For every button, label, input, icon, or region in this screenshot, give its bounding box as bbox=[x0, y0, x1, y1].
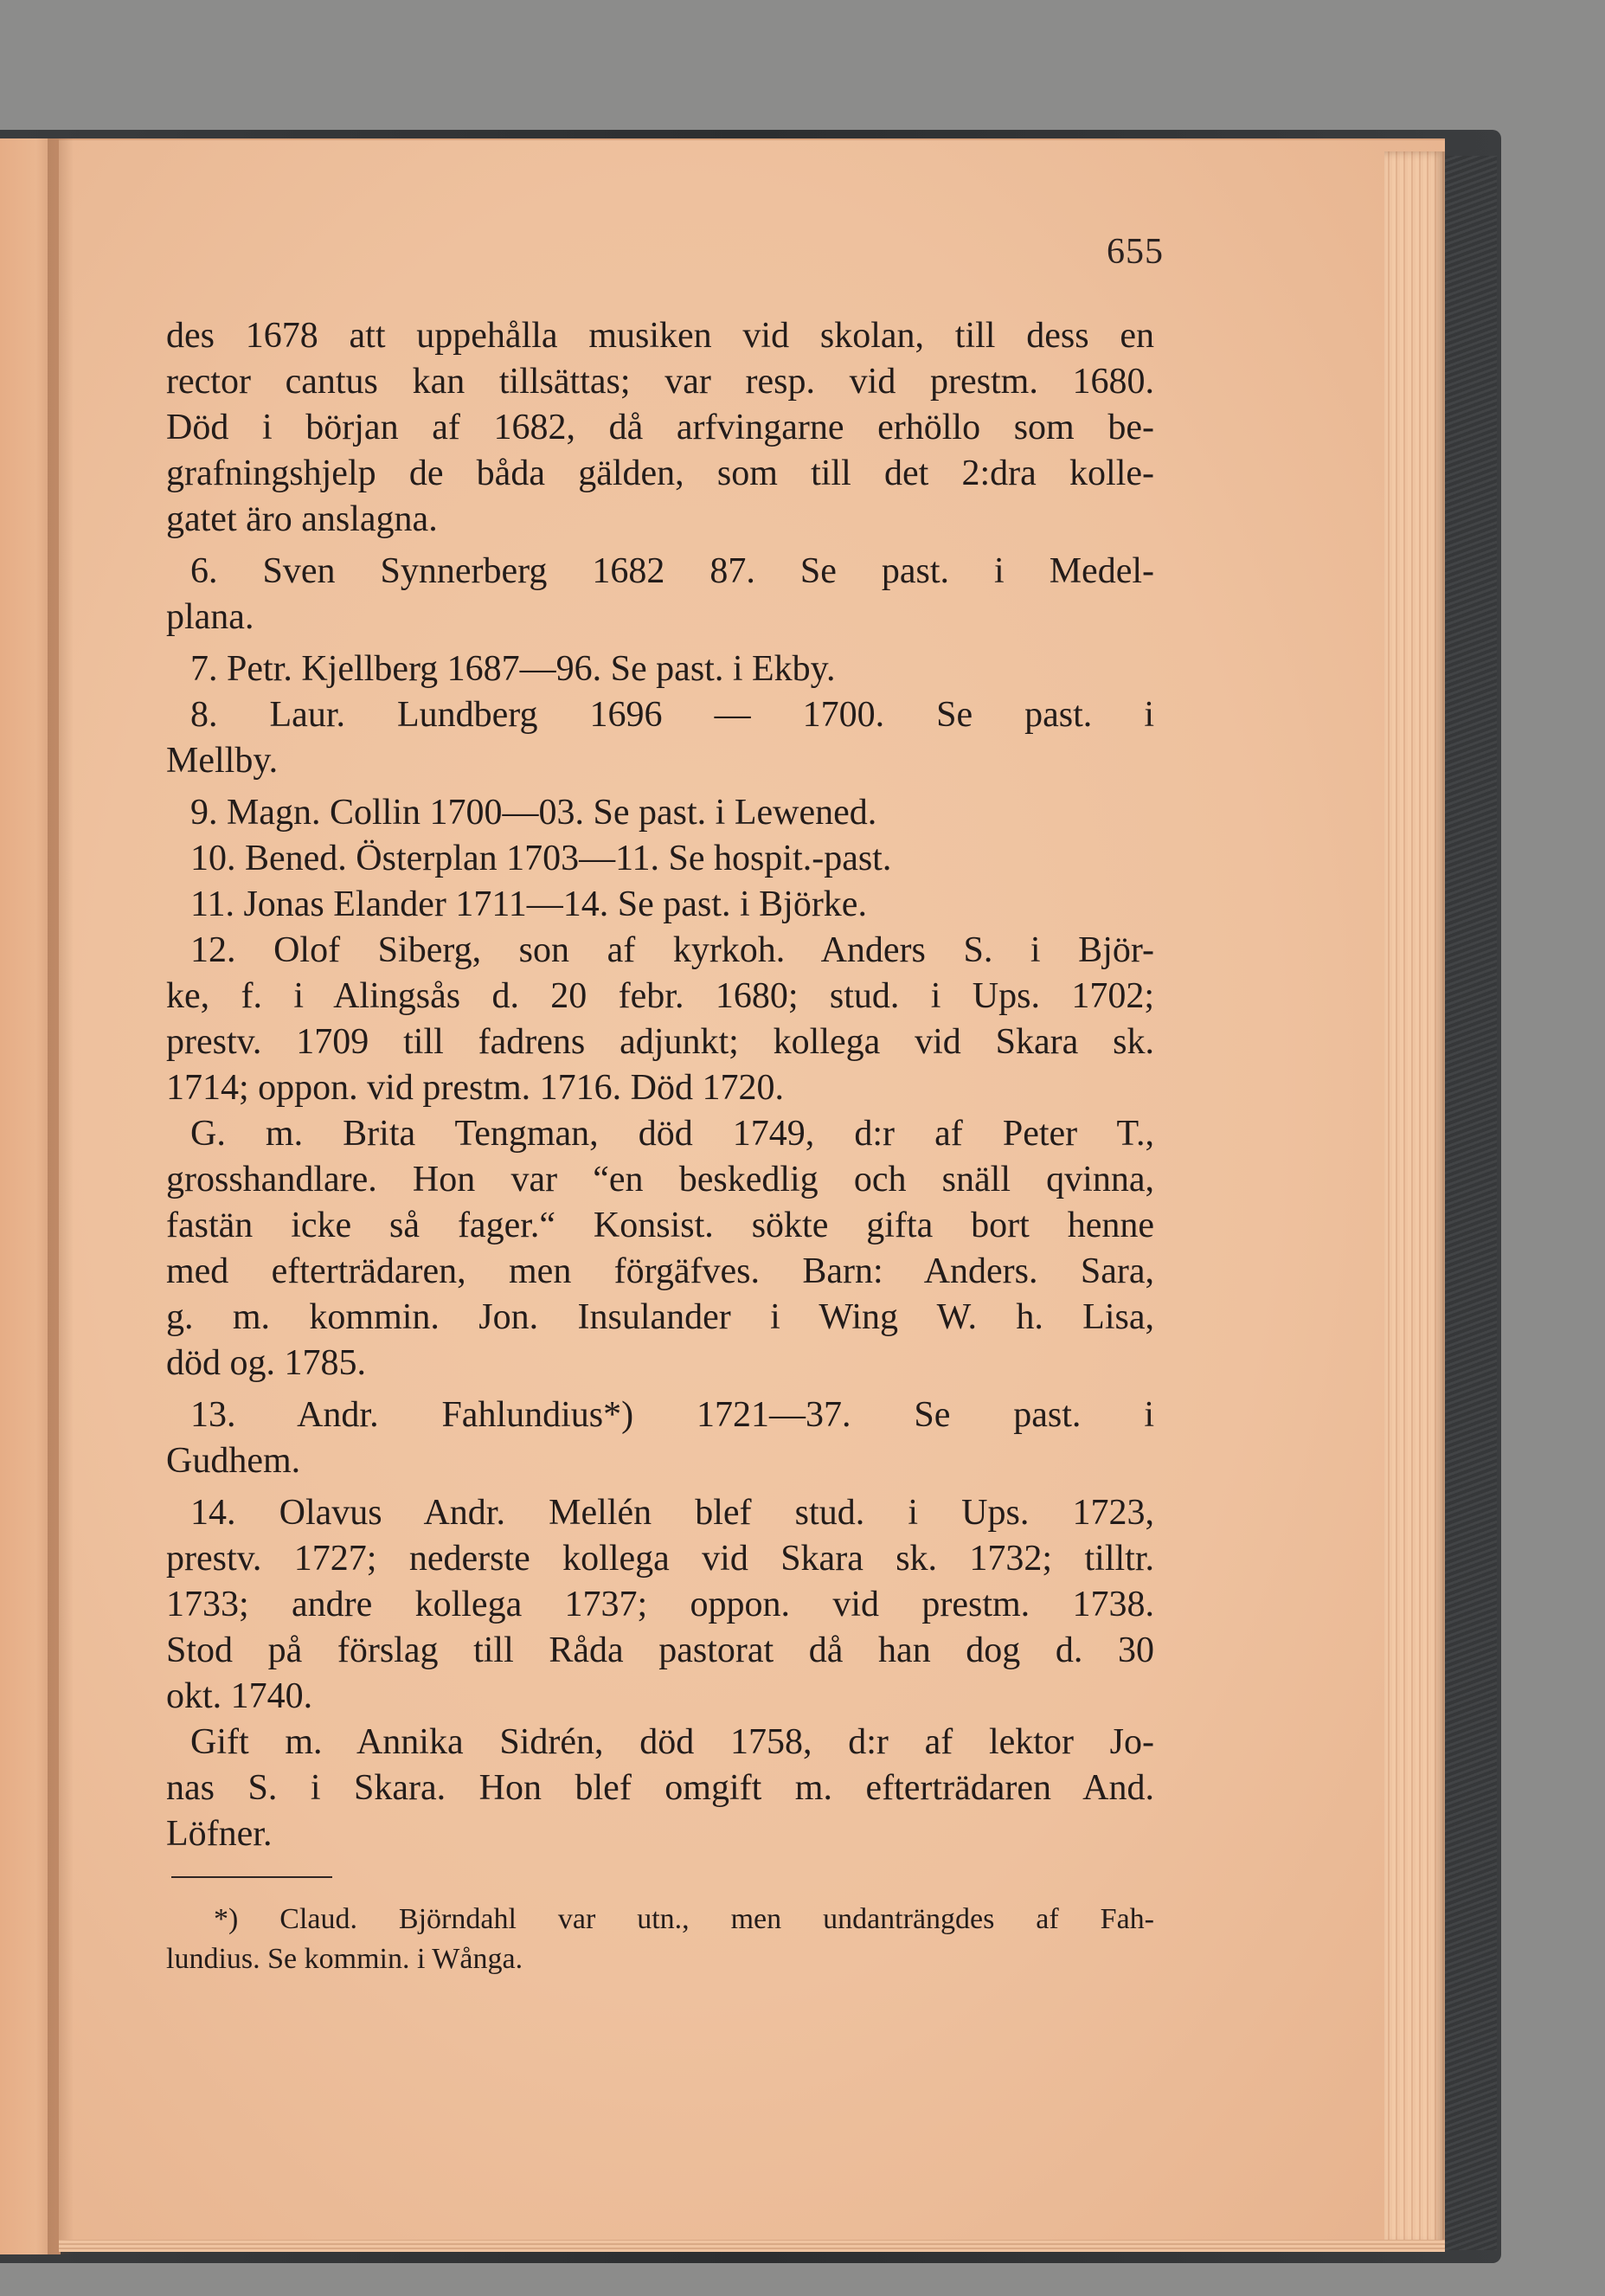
text-line: ke, f. i Alingsås d. 20 febr. 1680; stud. i Ups. 1702; bbox=[166, 976, 1154, 1016]
footnote-divider bbox=[171, 1876, 332, 1878]
page-number: 655 bbox=[1107, 232, 1164, 272]
footnote-line: lundius. Se kommin. i Wånga. bbox=[166, 1943, 523, 1975]
text-line: rector cantus kan tillsättas; var resp. vid prestm. 1680. bbox=[166, 362, 1154, 402]
entry-12: 12. Olof Siberg, son af kyrkoh. Anders S. i Björ- bbox=[190, 930, 1154, 970]
text-line: fastän icke så fager.“ Konsist. sökte gifta bort henne bbox=[166, 1206, 1154, 1245]
text-line: g. m. kommin. Jon. Insulander i Wing W. h. Lisa, bbox=[166, 1297, 1154, 1337]
text-line: gatet äro anslagna. bbox=[166, 499, 438, 539]
text-line: prestv. 1709 till fadrens adjunkt; kollega vid Skara sk. bbox=[166, 1022, 1154, 1062]
text-line: grafningshjelp de båda gälden, som till det 2:dra kolle- bbox=[166, 453, 1154, 493]
entry-12-marriage: G. m. Brita Tengman, död 1749, d:r af Peter T., bbox=[190, 1114, 1154, 1154]
entry-7: 7. Petr. Kjellberg 1687—96. Se past. i Ekby. bbox=[190, 649, 836, 689]
page-body bbox=[166, 313, 1154, 1857]
entry-6: 6. Sven Synnerberg 1682 87. Se past. i Medel- bbox=[190, 551, 1154, 591]
text-line: Stod på förslag till Råda pastorat då han dog d. 30 bbox=[166, 1630, 1154, 1670]
text-line: död og. 1785. bbox=[166, 1343, 366, 1383]
text-line: okt. 1740. bbox=[166, 1676, 313, 1716]
entry-9: 9. Magn. Collin 1700—03. Se past. i Lewened. bbox=[190, 793, 877, 833]
entry-10: 10. Bened. Österplan 1703—11. Se hospit.-past. bbox=[190, 839, 892, 878]
entry-14: 14. Olavus Andr. Mellén blef stud. i Ups. 1723, bbox=[190, 1493, 1154, 1533]
text-line: med efterträdaren, men förgäfves. Barn: Anders. Sara, bbox=[166, 1251, 1154, 1291]
entry-13: 13. Andr. Fahlundius*) 1721—37. Se past. i bbox=[190, 1395, 1154, 1435]
footnote bbox=[166, 1900, 1154, 1979]
text-line: Löfner. bbox=[166, 1814, 273, 1854]
text-line: des 1678 att uppehålla musiken vid skolan, till dess en bbox=[166, 316, 1154, 356]
footnote-line: *) Claud. Björndahl var utn., men undanträngdes af Fah- bbox=[214, 1903, 1154, 1935]
page-stack-bottom bbox=[59, 2240, 1445, 2252]
entry-14-marriage: Gift m. Annika Sidrén, död 1758, d:r af lektor Jo- bbox=[190, 1722, 1154, 1762]
page-gutter bbox=[48, 138, 74, 2254]
text-line: Död i början af 1682, då arfvingarne erhöllo som be- bbox=[166, 408, 1154, 447]
text-line: grosshandlare. Hon var “en beskedlig och snäll qvinna, bbox=[166, 1160, 1154, 1199]
entry-11: 11. Jonas Elander 1711—14. Se past. i Björke. bbox=[190, 884, 867, 924]
text-line: Gudhem. bbox=[166, 1441, 301, 1481]
text-line: plana. bbox=[166, 597, 254, 637]
text-line: nas S. i Skara. Hon blef omgift m. efterträdaren And. bbox=[166, 1768, 1154, 1808]
text-line: Mellby. bbox=[166, 741, 279, 781]
text-line: 1733; andre kollega 1737; oppon. vid prestm. 1738. bbox=[166, 1585, 1154, 1624]
page-stack-edge bbox=[1384, 151, 1445, 2246]
text-line: 1714; oppon. vid prestm. 1716. Död 1720. bbox=[166, 1068, 784, 1108]
text-line: prestv. 1727; nederste kollega vid Skara sk. 1732; tilltr. bbox=[166, 1539, 1154, 1579]
entry-8: 8. Laur. Lundberg 1696 — 1700. Se past. i bbox=[190, 695, 1154, 735]
